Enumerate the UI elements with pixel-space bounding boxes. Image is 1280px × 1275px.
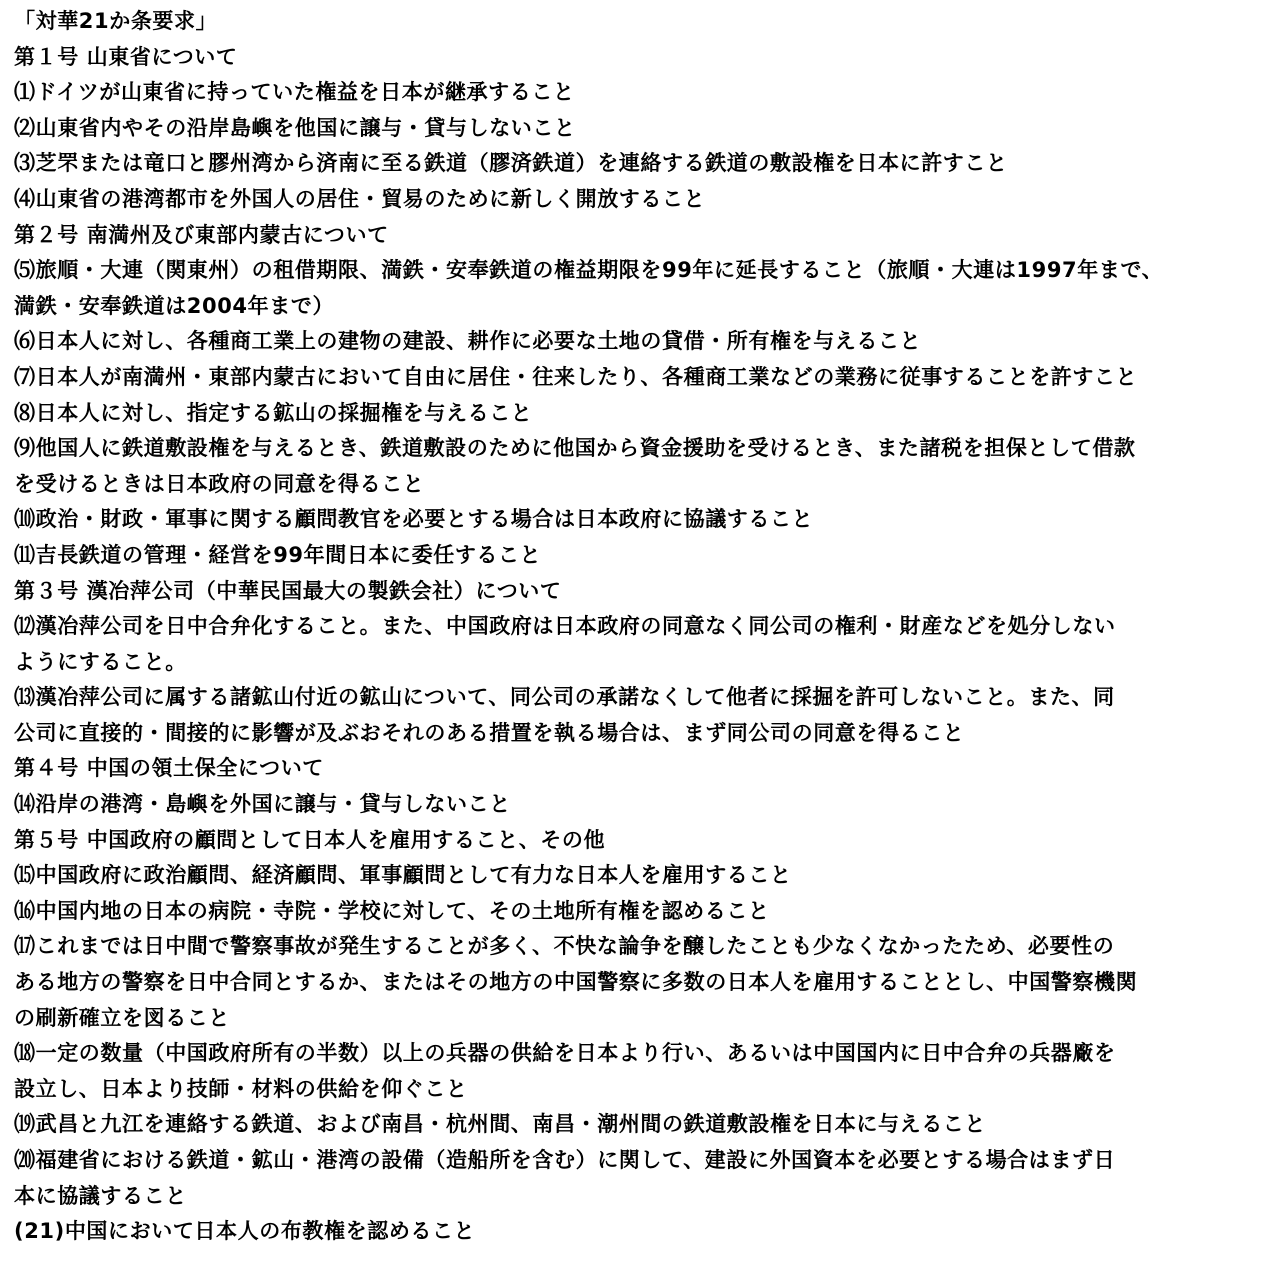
item-3: ⑶芝罘または竜口と膠州湾から済南に至る鉄道（膠済鉄道）を連絡する鉄道の敷設権を日本に許すこと xyxy=(14,151,1008,176)
section-heading-1: 第１号 山東省について xyxy=(14,44,238,69)
item-9-line-2: を受けるときは日本政府の同意を得ること xyxy=(14,471,425,496)
item-5-line-1: ⑸旅順・大連（関東州）の租借期限、満鉄・安奉鉄道の権益期限を99年に延長すること（旅順・大連は1997年まで、 xyxy=(14,258,1164,283)
item-20-line-1: ⒇福建省における鉄道・鉱山・港湾の設備（造船所を含む）に関して、建設に外国資本を必要とする場合はまず日 xyxy=(14,1148,1116,1172)
item-8: ⑻日本人に対し、指定する鉱山の採掘権を与えること xyxy=(14,400,533,425)
item-7: ⑺日本人が南満州・東部内蒙古において自由に居住・往来したり、各種商工業などの業務に従事することを許すこと xyxy=(14,364,1138,389)
item-12-line-2: ようにすること。 xyxy=(14,649,187,674)
section-heading-4: 第４号 中国の領土保全について xyxy=(14,756,324,781)
document-title: 「対華21か条要求」 xyxy=(14,9,218,33)
item-4: ⑷山東省の港湾都市を外国人の居住・貿易のために新しく開放すること xyxy=(14,186,706,211)
item-15: ⒂中国政府に政治顧問、経済顧問、軍事顧問として有力な日本人を雇用すること xyxy=(14,863,792,888)
item-17-line-1: ⒄これまでは日中間で警察事故が発生することが多く、不快な論争を醸したことも少なくなかったため、必要性の xyxy=(14,934,1115,959)
item-14: ⒁沿岸の港湾・島嶼を外国に譲与・貸与しないこと xyxy=(14,792,511,817)
item-6: ⑹日本人に対し、各種商工業上の建物の建設、耕作に必要な土地の貸借・所有権を与えること xyxy=(14,329,922,354)
item-18-line-2: 設立し、日本より技師・材料の供給を仰ぐこと xyxy=(14,1076,468,1101)
item-2: ⑵山東省内やその沿岸島嶼を他国に譲与・貸与しないこと xyxy=(14,115,576,140)
item-13-line-1: ⒀漢冶萍公司に属する諸鉱山付近の鉱山について、同公司の承諾なくして他者に採掘を許可しないこと。また、同 xyxy=(14,685,1115,710)
item-12-line-1: ⑿漢冶萍公司を日中合弁化すること。また、中国政府は日本政府の同意なく同公司の権利・財産などを処分しない xyxy=(14,614,1116,639)
section-heading-2: 第２号 南満州及び東部内蒙古について xyxy=(14,222,389,247)
item-20-line-2: 本に協議すること xyxy=(14,1183,187,1208)
item-16: ⒃中国内地の日本の病院・寺院・学校に対して、その土地所有権を認めること xyxy=(14,898,770,923)
section-heading-5: 第５号 中国政府の顧問として日本人を雇用すること、その他 xyxy=(14,827,606,852)
item-17-line-2: ある地方の警察を日中合同とするか、またはその地方の中国警察に多数の日本人を雇用することとし、中国警察機関 xyxy=(14,970,1138,995)
item-1: ⑴ドイツが山東省に持っていた権益を日本が継承すること xyxy=(14,80,575,105)
item-18-line-1: ⒅一定の数量（中国政府所有の半数）以上の兵器の供給を日本より行い、あるいは中国国内に日中合弁の兵器廠を xyxy=(14,1041,1116,1066)
item-13-line-2: 公司に直接的・間接的に影響が及ぶおそれのある措置を執る場合は、まず同公司の同意を得ること xyxy=(14,720,965,745)
item-17-line-3: の刷新確立を図ること xyxy=(14,1005,230,1030)
item-19: ⒆武昌と九江を連絡する鉄道、および南昌・杭州間、南昌・潮州間の鉄道敷設権を日本に与えること xyxy=(14,1112,986,1137)
item-10: ⑽政治・財政・軍事に関する顧問教官を必要とする場合は日本政府に協議すること xyxy=(14,507,814,532)
item-5-line-2: 満鉄・安奉鉄道は2004年まで） xyxy=(14,293,335,318)
item-9-line-1: ⑼他国人に鉄道敷設権を与えるとき、鉄道敷設のために他国から資金援助を受けるとき、また諸税を担保として借款 xyxy=(14,436,1136,461)
document xyxy=(14,4,1266,1250)
item-11: ⑾吉長鉄道の管理・経営を99年間日本に委任すること xyxy=(14,542,542,567)
item-21: (21)中国において日本人の布教権を認めること xyxy=(14,1219,476,1244)
section-heading-3: 第３号 漢冶萍公司（中華民国最大の製鉄会社）について xyxy=(14,578,562,603)
